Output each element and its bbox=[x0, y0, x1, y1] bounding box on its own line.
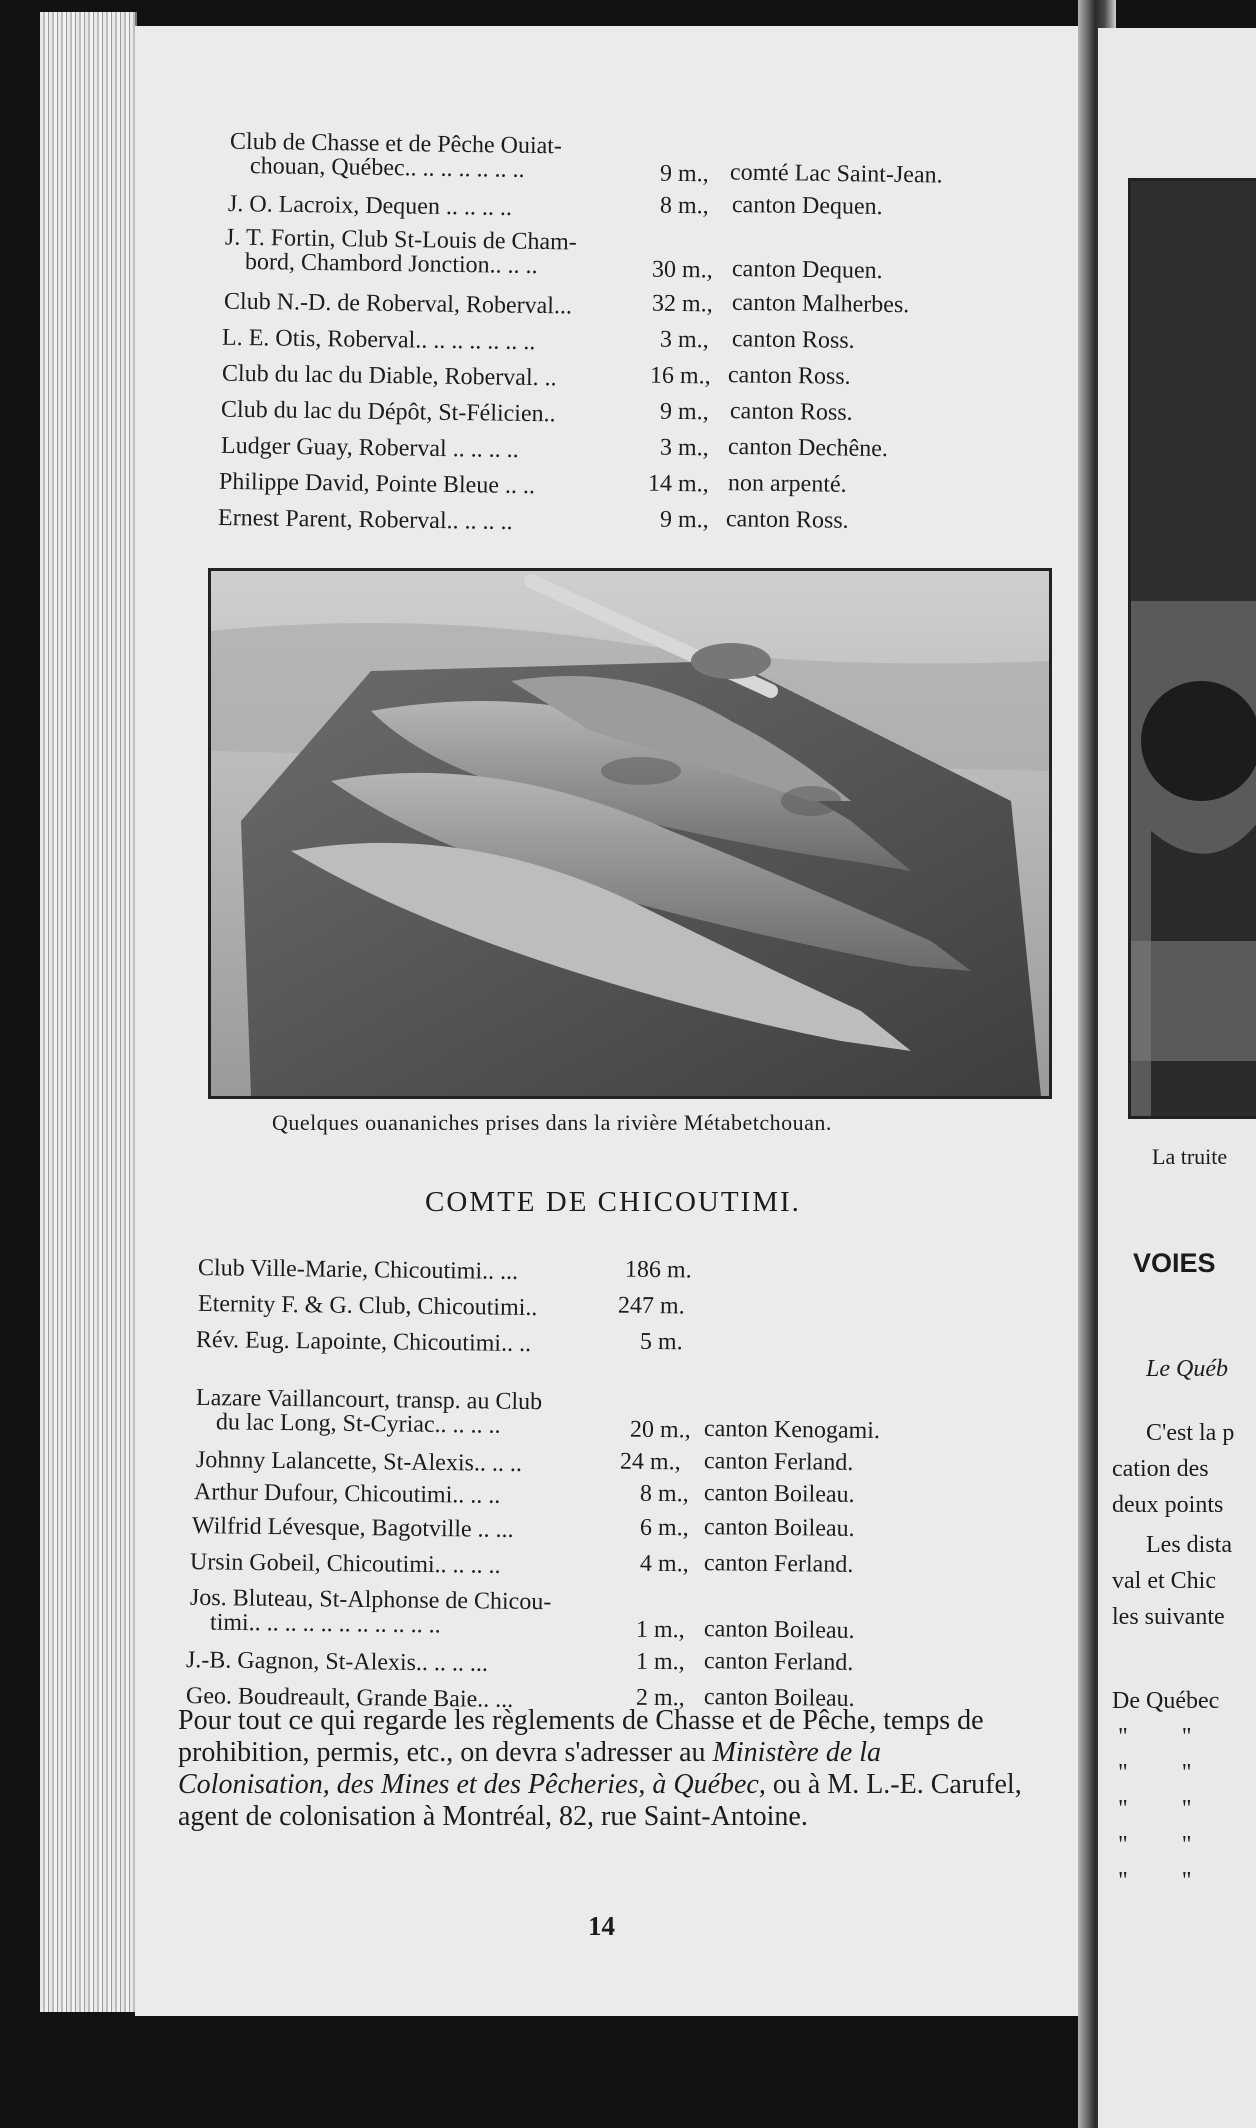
listing-name-cont: timi.. .. .. .. .. .. .. .. .. .. .. bbox=[209, 1609, 441, 1639]
listing-distance: 9 m., bbox=[659, 160, 709, 188]
listing-name: Ludger Guay, Roberval .. .. .. .. bbox=[220, 432, 519, 464]
listing-distance: 5 m. bbox=[639, 1328, 683, 1356]
listing-name: J. O. Lacroix, Dequen .. .. .. .. bbox=[227, 191, 513, 221]
listing-name: Geo. Boudreault, Grande Baie.. ... bbox=[185, 1683, 514, 1713]
listing-distance: 24 m., bbox=[619, 1448, 681, 1476]
listing-location: canton Ferland. bbox=[703, 1550, 854, 1578]
listing-location: canton Boileau. bbox=[703, 1616, 855, 1644]
listing-name-cont: bord, Chambord Jonction.. .. .. bbox=[244, 248, 538, 280]
right-page-photograph bbox=[1128, 178, 1256, 1119]
paragraph-text-2: ou à M. L.-E. Carufel, agent de colonisation à Montréal, 82, rue Saint-Antoine. bbox=[178, 1769, 1022, 1832]
listing-name: Lazare Vaillancourt, transp. au Club bbox=[195, 1384, 543, 1416]
page-number: 14 bbox=[588, 1911, 615, 1941]
listing-distance: 9 m., bbox=[659, 506, 709, 534]
ditto-mark: " " bbox=[1118, 1796, 1216, 1822]
right-text-line: Les dista bbox=[1146, 1532, 1232, 1558]
listing-distance: 9 m., bbox=[659, 398, 709, 426]
right-text-line: deux points bbox=[1112, 1492, 1224, 1518]
regulations-paragraph bbox=[178, 1705, 1028, 1833]
listing-location: canton Dechêne. bbox=[727, 433, 889, 463]
listing-distance: 30 m., bbox=[651, 256, 713, 284]
listing-name: J.-B. Gagnon, St-Alexis.. .. .. ... bbox=[185, 1647, 489, 1677]
listing-location: canton Ross. bbox=[729, 398, 853, 426]
listing-location: canton Dequen. bbox=[731, 255, 883, 285]
listing-distance: 1 m., bbox=[635, 1648, 685, 1676]
photo-caption: Quelques ouananiches prises dans la rivière Métabetchouan. bbox=[272, 1110, 832, 1135]
listing-name-cont: du lac Long, St-Cyriac.. .. .. .. bbox=[215, 1409, 501, 1439]
listing-distance: 14 m., bbox=[647, 470, 709, 498]
listing-distance: 247 m. bbox=[617, 1292, 685, 1320]
ditto-mark: " " bbox=[1118, 1760, 1216, 1786]
listing-name: Club du lac du Dépôt, St-Félicien.. bbox=[220, 396, 556, 428]
listing-location: canton Ferland. bbox=[703, 1448, 854, 1476]
right-heading-fragment: VOIES bbox=[1133, 1248, 1216, 1278]
right-table-start: De Québec bbox=[1112, 1688, 1220, 1714]
listing-location: canton Dequen. bbox=[731, 191, 883, 221]
listing-name: Club du lac du Diable, Roberval. .. bbox=[221, 360, 557, 392]
ditto-mark: " " bbox=[1118, 1724, 1216, 1750]
listing-distance: 2 m., bbox=[635, 1684, 685, 1712]
listing-location: canton Boileau. bbox=[703, 1514, 855, 1542]
listing-distance: 32 m., bbox=[651, 290, 713, 318]
listing-distance: 3 m., bbox=[659, 326, 709, 354]
right-text-line: val et Chic bbox=[1112, 1568, 1216, 1594]
ditto-mark: " " bbox=[1118, 1868, 1216, 1894]
listing-location: canton Boileau. bbox=[703, 1480, 855, 1508]
listing-distance: 1 m., bbox=[635, 1616, 685, 1644]
listing-distance: 6 m., bbox=[639, 1514, 689, 1542]
paragraph-ministry: Ministère de la Colonisation, des Mines et des Pêcheries, à Québec, bbox=[178, 1737, 882, 1800]
right-caption-fragment: La truite bbox=[1152, 1144, 1228, 1169]
listing-location: canton Ross. bbox=[727, 362, 851, 390]
right-text-line: C'est la p bbox=[1146, 1420, 1235, 1446]
listing-distance: 20 m., bbox=[629, 1416, 691, 1444]
listing-name: Ursin Gobeil, Chicoutimi.. .. .. .. bbox=[189, 1549, 501, 1579]
listing-location: non arpenté. bbox=[727, 470, 847, 498]
listing-name: Club de Chasse et de Pêche Ouiat- bbox=[229, 128, 563, 160]
section-heading: COMTE DE CHICOUTIMI. bbox=[425, 1186, 801, 1218]
ditto-mark: " " bbox=[1118, 1832, 1216, 1858]
right-text-line: cation des bbox=[1112, 1456, 1209, 1482]
listing-name: Johnny Lalancette, St-Alexis.. .. .. bbox=[195, 1447, 523, 1477]
listing-distance: 8 m., bbox=[639, 1480, 689, 1508]
listing-name: Club N.-D. de Roberval, Roberval... bbox=[223, 288, 573, 320]
listing-name: Rév. Eug. Lapointe, Chicoutimi.. .. bbox=[195, 1326, 532, 1358]
listing-distance: 186 m. bbox=[624, 1256, 692, 1284]
book-page-edges bbox=[40, 12, 137, 2012]
listing-name: Club Ville-Marie, Chicoutimi.. ... bbox=[197, 1255, 519, 1285]
listing-name: L. E. Otis, Roberval.. .. .. .. .. .. .. bbox=[221, 324, 536, 356]
listing-name: Wilfrid Lévesque, Bagotville .. ... bbox=[191, 1513, 514, 1543]
listing-location: canton Ross. bbox=[731, 326, 855, 354]
listing-location: canton Ferland. bbox=[703, 1648, 854, 1676]
right-italic-fragment: Le Québ bbox=[1146, 1356, 1228, 1382]
fish-photograph bbox=[208, 568, 1052, 1099]
listing-name: J. T. Fortin, Club St-Louis de Cham- bbox=[224, 224, 577, 256]
listing-location: canton Boileau. bbox=[703, 1684, 855, 1712]
listing-location: canton Malherbes. bbox=[731, 289, 910, 319]
listing-distance: 8 m., bbox=[659, 192, 709, 220]
listing-distance: 3 m., bbox=[659, 434, 709, 462]
listing-location: canton Kenogami. bbox=[703, 1415, 881, 1445]
listing-location: comté Lac Saint-Jean. bbox=[729, 159, 943, 189]
listing-name: Philippe David, Pointe Bleue .. .. bbox=[218, 468, 536, 500]
right-text-line: les suivante bbox=[1112, 1604, 1225, 1630]
listing-name: Jos. Bluteau, St-Alphonse de Chicou- bbox=[189, 1584, 552, 1616]
paragraph-text-1: Pour tout ce qui regarde les règlements de Chasse et de Pêche, temps de prohibition, permis, etc., on devra s'adresser au bbox=[178, 1705, 984, 1768]
listing-name: Arthur Dufour, Chicoutimi.. .. .. bbox=[193, 1479, 501, 1509]
listing-location: canton Ross. bbox=[725, 506, 849, 534]
listing-distance: 4 m., bbox=[639, 1550, 689, 1578]
listing-name: Ernest Parent, Roberval.. .. .. .. bbox=[217, 504, 513, 536]
listing-name: Eternity F. & G. Club, Chicoutimi.. bbox=[197, 1290, 538, 1322]
listing-distance: 16 m., bbox=[649, 362, 711, 390]
listing-name-cont: chouan, Québec.. .. .. .. .. .. .. bbox=[249, 153, 525, 183]
